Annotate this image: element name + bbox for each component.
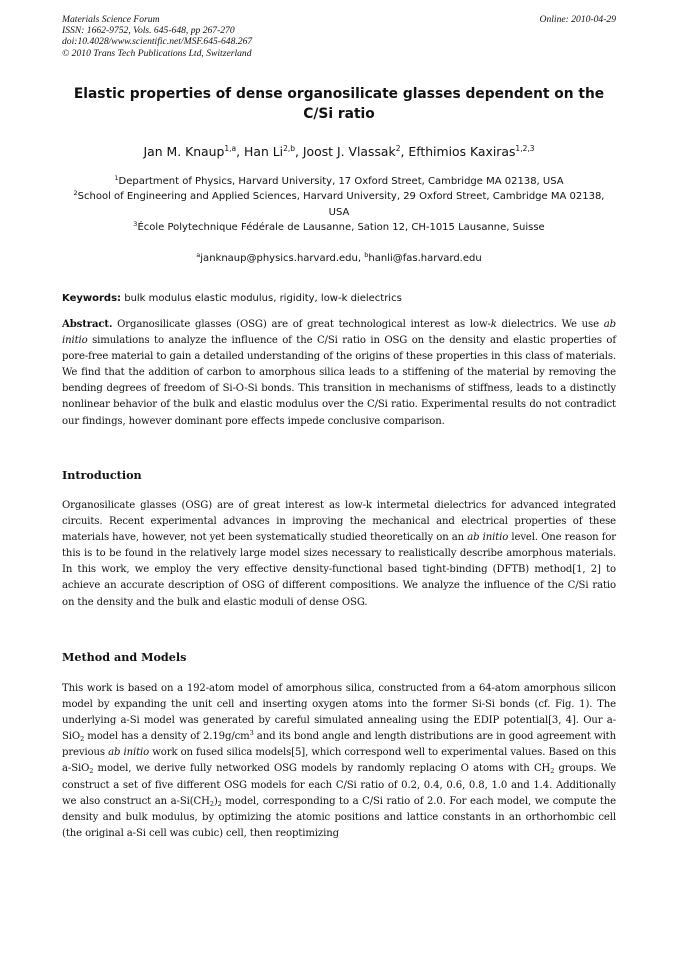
email-marker: a [196, 251, 201, 259]
paragraph-text: and its bond angle and length distributions are in good agreement with previous [62, 731, 616, 759]
abstract-label: Abstract. [62, 319, 113, 330]
author-affiliation-marker: 2,b [283, 144, 296, 153]
affiliation-marker: 2 [73, 189, 78, 198]
paragraph-text: ) [213, 795, 218, 807]
journal-name: Materials Science Forum [62, 14, 160, 25]
author-affiliation-marker: 1,a [224, 144, 237, 153]
methods-paragraph [62, 681, 616, 842]
abstract-italic: k [490, 319, 497, 330]
subscript: 2 [550, 767, 555, 776]
email-link[interactable]: hanli@fas.harvard.edu [368, 253, 482, 264]
affiliation [62, 174, 616, 189]
introduction-paragraph [62, 498, 616, 611]
keywords-text: bulk modulus elastic modulus, rigidity, low-k dielectrics [124, 293, 402, 304]
author-name: Han Li [244, 144, 284, 159]
paragraph-text: groups. We construct a set of five different OSG models for each C/Si ratio of 0.2, 0.4, 0.6, 0.8, 1.0 and 1.4. Additionally we also construct an a-Si(CH [62, 763, 616, 807]
abstract-text: simulations to analyze the influence of the C/Si ratio in OSG on the density and elastic properties of pore-free material to gain a detailed understanding of the origins of these properties in this class of materials. We find that the addition of carbon to amorphous silica leads to a stiffening of the material by removing the bending degrees of freedom of Si-O-Si bonds. This transition in mechanisms of stiffness, leads to a distinctly nonlinear behavior of the bulk and elastic modulus over the C/Si ratio. Experimental results do not contradict our findings, however dominant pore effects impede conclusive comparison. [62, 335, 616, 427]
author-affiliation-marker: 1,2,3 [515, 144, 535, 153]
affiliation-list [62, 174, 616, 236]
paragraph-italic: ab initio [467, 532, 509, 544]
paragraph-italic: ab initio [108, 747, 150, 759]
subscript: 2 [89, 767, 94, 776]
paragraph-text: This work is based on a 192-atom model of amorphous silica, constructed from a 64-atom amorphous silicon model by expanding the unit cell and inserting oxygen atoms into the former Si-Si bonds (cf. Fig. 1). The underlying a-Si model was generated by careful simulated annealing using the EDIP potential[3, 4]. Our a-SiO [62, 683, 616, 743]
author-list: Jan M. Knaup$^{1,a}$, Han Li$^{2,b}$, Joost J. Vlassak$^2$, Efthimios Kaxiras$^{1,2,3}$ [143, 144, 535, 159]
journal-issn: ISSN: 1662-9752, Vols. 645-648, pp 267-270 [62, 25, 235, 37]
author-name: Efthimios Kaxiras [408, 144, 516, 159]
affiliation-text: School of Engineering and Applied Sciences, Harvard University, 29 Oxford Street, Cambridge MA 02138, USA [77, 191, 605, 218]
keywords-label: Keywords: [62, 293, 122, 304]
author-name: Jan M. Knaup [143, 144, 225, 159]
subscript: 2 [217, 799, 222, 808]
keywords [62, 292, 616, 306]
online-date: Online: 2010-04-29 [539, 14, 616, 25]
affiliation-text: École Polytechnique Fédérale de Lausanne, Sation 12, CH-1015 Lausanne, Suisse [137, 222, 545, 234]
affiliation [62, 220, 616, 235]
paper-title: Elastic properties of dense organosilicate glasses dependent on the C/Si ratio [73, 86, 605, 122]
paragraph-text: model, corresponding to a C/Si ratio of 2.0. For each model, we compute the density and bulk modulus, by optimizing the atomic positions and lattice constants in an orthorhombic cell (the original a-Si cell was cubic) cell, then reoptimizing [62, 795, 616, 839]
affiliation-text: Department of Physics, Harvard University, 17 Oxford Street, Cambridge MA 02138, USA [118, 176, 564, 187]
paragraph-text: level. One reason for this is to be found in the relatively large model sizes necessary to realistically describe amorphous materials. In this work, we employ the very effective density-functional based tight-binding (DFTB) method[1, 2] to achieve an accurate description of OSG of different compositions. We analyze the influence of the C/Si ratio on the density and the bulk and elastic moduli of dense OSG. [62, 532, 616, 608]
paragraph-text: model, we derive fully networked OSG models by randomly replacing O atoms with CH [93, 763, 551, 775]
abstract-italic: ab initio [62, 319, 616, 347]
subscript: 2 [80, 735, 85, 744]
author-name: Joost J. Vlassak [302, 144, 396, 159]
abstract-text: dielectrics. We use [496, 319, 604, 330]
affiliation-marker: 3 [133, 220, 138, 229]
section-heading-introduction: Introduction [62, 468, 142, 482]
journal-doi: doi:10.4028/www.scientific.net/MSF.645-648.267 [62, 36, 253, 48]
email-link[interactable]: janknaup@physics.harvard.edu [200, 253, 358, 264]
subscript: 2 [209, 799, 214, 808]
affiliation [62, 189, 616, 220]
email-marker: b [364, 251, 369, 259]
affiliation-marker: 1 [114, 174, 119, 182]
section-heading-methods: Method and Models [62, 650, 187, 664]
paragraph-text: model has a density of 2.19g/cm [84, 731, 250, 743]
abstract [62, 317, 616, 430]
superscript: 3 [249, 729, 254, 738]
email-list: $^a$janknaup@physics.harvard.edu, $^b$hanli@fas.harvard.edu [196, 251, 482, 264]
paragraph-text: Organosilicate glasses (OSG) are of great interest as low-k intermetal dielectrics for advanced integrated circuits. Recent experimental advances in improving the mechanical and electrical properties of these materials have, however, not yet been systematically studied theoretically on an [62, 500, 616, 544]
abstract-text: Organosilicate glasses (OSG) are of great technological interest as low- [117, 319, 491, 330]
paragraph-text: work on fused silica models[5], which correspond well to experimental values. Based on this a-SiO [62, 747, 617, 775]
author-affiliation-marker: 2 [395, 144, 401, 153]
journal-header [62, 14, 616, 59]
journal-copyright: © 2010 Trans Tech Publications Ltd, Switzerland [62, 47, 252, 59]
